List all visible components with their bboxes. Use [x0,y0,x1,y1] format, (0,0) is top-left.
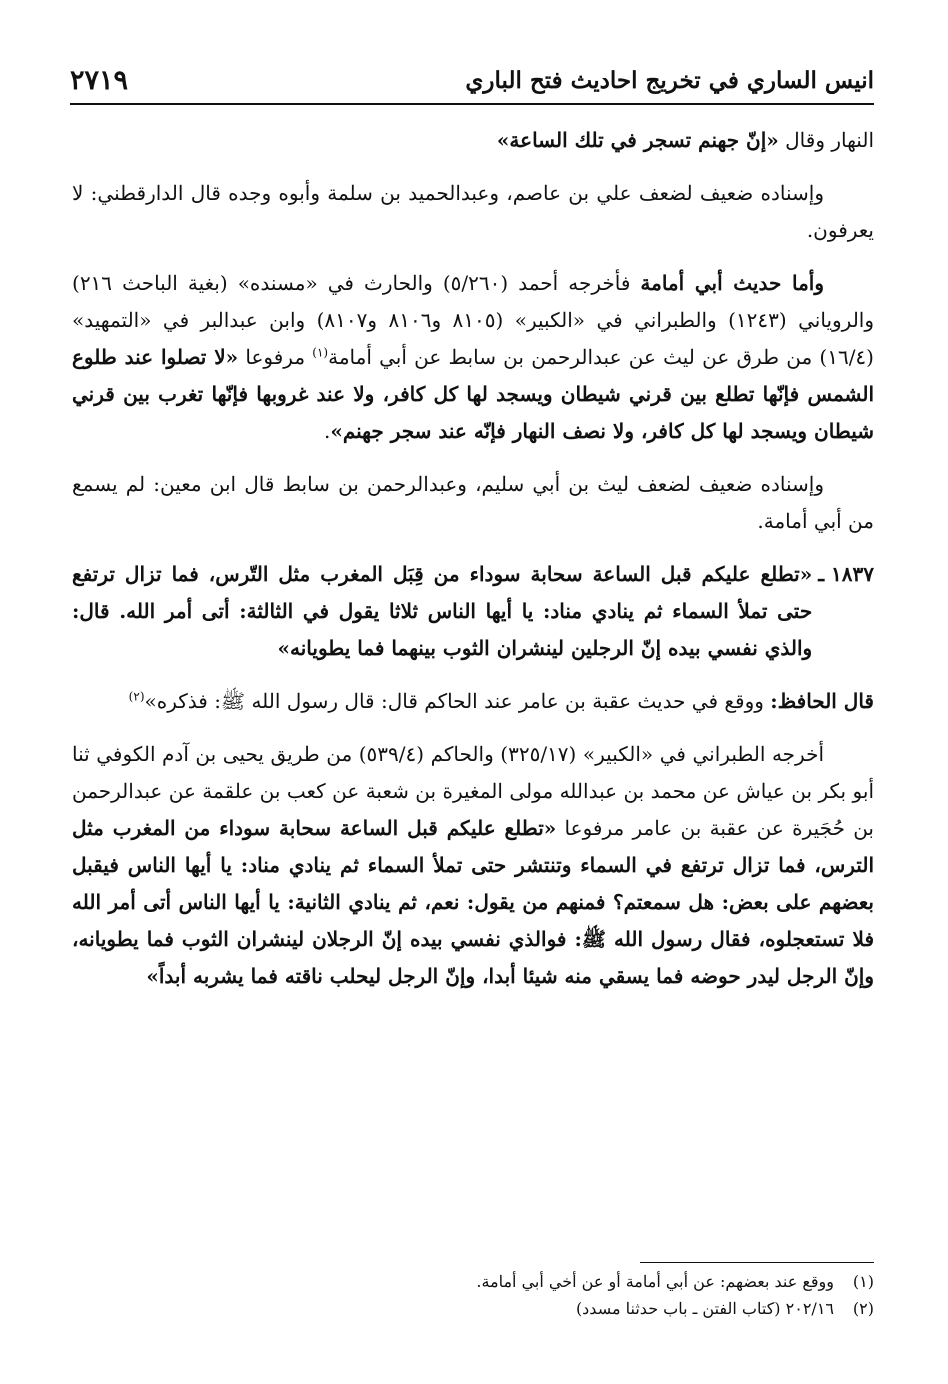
page-number: ٢٧١٩ [70,64,129,96]
footnote-rule [640,1262,874,1263]
hadith-quote: «لا تصلوا عند طلوع الشمس فإنّها تطلع بين قرني شيطان ويسجد لها كل كافر، ولا عند غروبها فإنّها تغرب بين قرني شيطان ويسجد لها كل كافر، ولا نصف النهار فإنّه عند سجر جهنم» [72,345,874,443]
hadith-quote-2: «تطلع عليكم قبل الساعة سحابة سوداء من المغرب مثل الترس، فما تزال ترتفع في السماء وتنتشر حتى تملأ السماء ثم ينادي مناد: يا أيها الناس فيقبل بعضهم على بعض: هل سمعتم؟ فمنهم من يقول: نعم، ثم ينادي الثانية: يا أيها الناس أتى أمر الله فلا تستعجلوه، فقال رسول الله ﷺ: فوالذي نفسي بيده إنّ الرجلان لينشران الثوب فما يطويانه، وإنّ الرجل ليدر حوضه فما يسقي منه شيئا أبدا، وإنّ الرجل ليحلب ناقته فما يشربه أبداً» [72,816,874,988]
running-header [70,60,874,100]
paragraph-7: أخرجه الطبراني في «الكبير» (٣٢٥/١٧) والحاكم (٥٣٩/٤) من طريق يحيى بن آدم الكوفي ثنا أبو بكر بن عياش عن محمد بن عبدالله مولى المغيرة بن شعبة عن كعب بن علقمة عن عبدالرحمن بن حُجَيرة عن عقبة بن عامر مرفوعا «تطلع عليكم قبل الساعة سحابة سوداء من المغرب مثل الترس، فما تزال ترتفع في السماء وتنتشر حتى تملأ السماء ثم ينادي مناد: يا أيها الناس فيقبل بعضهم على بعض: هل سمعتم؟ فمنهم من يقول: نعم، ثم ينادي الثانية: يا أيها الناس أتى أمر الله فلا تستعجلوه، فقال رسول الله ﷺ: فوالذي نفسي بيده إنّ الرجلان لينشران الثوب فما يطويانه، وإنّ الرجل ليدر حوضه فما يسقي منه شيئا أبدا، وإنّ الرجل ليحلب ناقته فما يشربه أبداً» [72,742,874,988]
header-rule [70,103,874,105]
footnote-text: ٢٠٢/١٦ (كتاب الفتن ـ باب حدثنا مسدد) [575,1299,834,1318]
main-text [72,122,874,995]
quote-bold: «إنّ جهنم تسجر في تلك الساعة» [496,128,779,152]
paragraph-2: وإسناده ضعيف لضعف علي بن عاصم، وعبدالحميد بن سلمة وأبوه وجده قال الدارقطني: لا يعرفون. [72,181,874,242]
footnote-2 [74,1295,874,1322]
speaker-label: قال الحافظ: [770,689,874,713]
book-title: انيس الساري في تخريج احاديث فتح الباري [465,66,874,94]
footnote-ref-2[interactable]: (٢) [128,689,145,704]
hadith-entry [72,556,874,667]
section-lead: وأما حديث أبي أمامة [640,271,824,295]
footnote-text: ووقع عند بعضهم: عن أبي أمامة أو عن أخي أبي أمامة. [476,1272,834,1291]
footnote-ref-1[interactable]: (١) [312,345,329,360]
paragraph-4: وإسناده ضعيف لضعف ليث بن أبي سليم، وعبدالرحمن بن سابط قال ابن معين: لم يسمع من أبي أمامة. [72,472,874,533]
footnote-number: (٢) [852,1299,874,1318]
paragraph-3: وأما حديث أبي أمامة فأخرجه أحمد (٥/٢٦٠) والحارث في «مسنده» (بغية الباحث ٢١٦) والروياني (١٢٤٣) والطبراني في «الكبير» (٨١٠٥ و٨١٠٦ و٨١٠٧) وابن عبدالبر في «التمهيد» (١٦/٤) من طرق عن ليث عن عبدالرحمن بن سابط عن أبي أمامة$^{(١)}$ مرفوعا «لا تصلوا عند طلوع الشمس فإنّها تطلع بين قرني شيطان ويسجد لها كل كافر، ولا عند غروبها فإنّها تغرب بين قرني شيطان ويسجد لها كل كافر، ولا نصف النهار فإنّه عند سجر جهنم». [72,271,875,443]
footnote-1 [74,1268,874,1295]
hadith-text: «تطلع عليكم قبل الساعة سحابة سوداء من قِبَل المغرب مثل التّرس، فما تزال ترتفع حتى تملأ السماء ثم ينادي مناد: يا أيها الناس ثلاثا يقول في الثالثة: أتى أمر الله. قال: والذي نفسي بيده إنّ الرجلين لينشران الثوب بينهما فما يطويانه» [72,562,813,660]
paragraph-1: النهار وقال «إنّ جهنم تسجر في تلك الساعة» [496,128,874,152]
footnote-number: (١) [852,1272,874,1291]
hadith-number: ١٨٣٧ ـ [818,562,874,586]
footnotes [74,1268,874,1322]
paragraph-6: قال الحافظ: ووقع في حديث عقبة بن عامر عند الحاكم قال: قال رسول الله ﷺ: فذكره»$^{(٢)}$ [128,689,874,713]
